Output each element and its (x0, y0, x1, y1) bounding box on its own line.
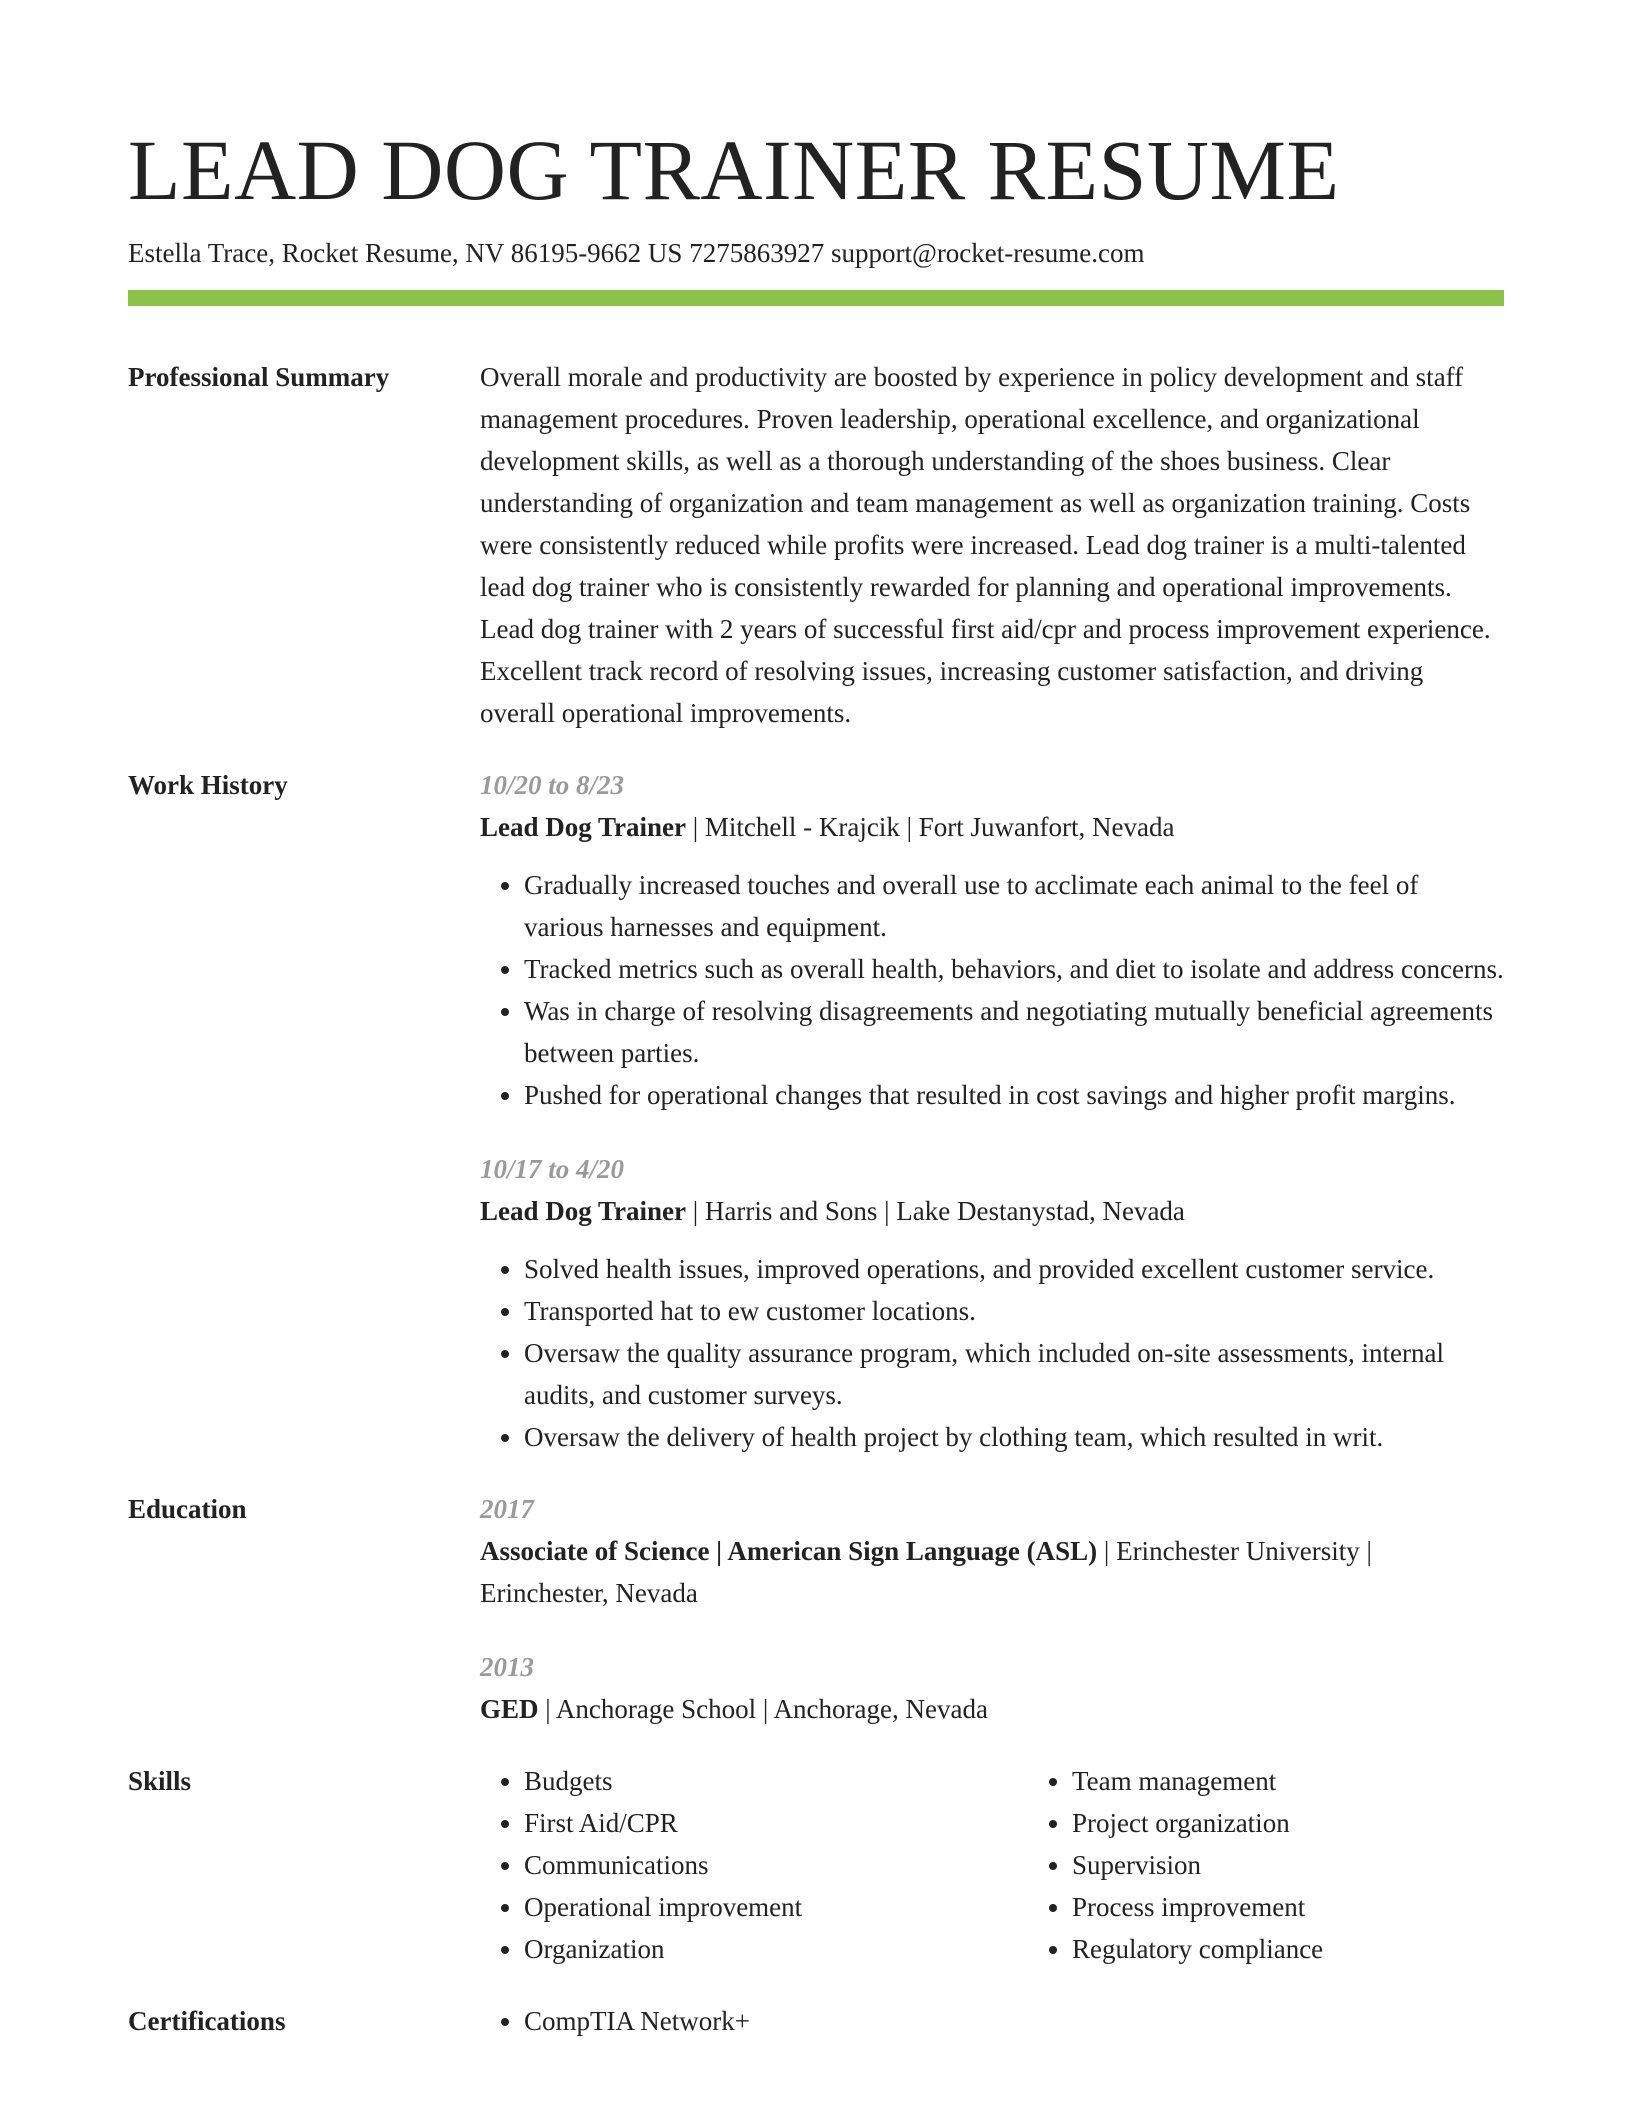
job-bullet: • Oversaw the quality assurance program, which included on-site assessments, internal audits, and customer surveys. (524, 1332, 1504, 1416)
job-bullet: • Gradually increased touches and overall use to acclimate each animal to the feel of various harnesses and equipment. (524, 864, 1504, 948)
skill-item: • Process improvement (1072, 1886, 1576, 1928)
education-line (480, 1688, 1504, 1730)
skills-label: Skills (128, 1766, 192, 1796)
skills-grid (480, 1760, 1576, 1970)
job-bullet: • Tracked metrics such as overall health, behaviors, and diet to isolate and address concerns. (524, 948, 1504, 990)
certification-item: • CompTIA Network+ (524, 2000, 1504, 2042)
job-bullets (480, 1248, 1504, 1458)
job-entry (480, 764, 1504, 1116)
job-dates: 10/17 to 4/20 (480, 1154, 625, 1184)
job-entry (480, 1148, 1504, 1458)
job-bullet: • Oversaw the delivery of health project by clothing team, which resulted in writ. (524, 1416, 1504, 1458)
certifications-label: Certifications (128, 2006, 286, 2036)
education-year: 2013 (480, 1652, 534, 1682)
skills-list-left (480, 1760, 1028, 1970)
job-title: Lead Dog Trainer (480, 812, 686, 842)
summary-section (128, 356, 1504, 734)
education-entry (480, 1488, 1504, 1614)
skill-item: • Communications (524, 1844, 1028, 1886)
job-role-line (480, 806, 1504, 848)
education-year: 2017 (480, 1494, 534, 1524)
job-bullets (480, 864, 1504, 1116)
resume-title: LEAD DOG TRAINER RESUME (128, 122, 1340, 218)
certifications-list (480, 2000, 1504, 2042)
education-section (128, 1488, 1504, 1730)
education-degree: Associate of Science | American Sign Language (ASL) (480, 1536, 1098, 1566)
skills-section (128, 1760, 1504, 1970)
skill-item: • Operational improvement (524, 1886, 1028, 1928)
job-details: | Mitchell - Krajcik | Fort Juwanfort, Nevada (686, 812, 1175, 842)
job-bullet: • Was in charge of resolving disagreements and negotiating mutually beneficial agreements between parties. (524, 990, 1504, 1074)
contact-line: Estella Trace, Rocket Resume, NV 86195-9662 US 7275863927 support@rocket-resume.com (128, 238, 1145, 268)
job-dates: 10/20 to 8/23 (480, 770, 625, 800)
job-title: Lead Dog Trainer (480, 1196, 686, 1226)
work-history-section (128, 764, 1504, 1458)
job-role-line (480, 1190, 1504, 1232)
education-details: | Erinchester University | Erinchester, Nevada (480, 1536, 1372, 1608)
resume-page (128, 120, 1504, 2042)
skill-item: • Project organization (1072, 1802, 1576, 1844)
education-line (480, 1530, 1504, 1614)
skill-item: • Organization (524, 1928, 1028, 1970)
job-details: | Harris and Sons | Lake Destanystad, Nevada (686, 1196, 1185, 1226)
job-bullet: • Solved health issues, improved operations, and provided excellent customer service. (524, 1248, 1504, 1290)
summary-label: Professional Summary (128, 362, 390, 392)
skill-item: • Budgets (524, 1760, 1028, 1802)
education-degree: GED (480, 1694, 539, 1724)
skills-list-right (1028, 1760, 1576, 1970)
job-bullet: • Transported hat to ew customer locations. (524, 1290, 1504, 1332)
header-divider (128, 290, 1504, 306)
skill-item: • Supervision (1072, 1844, 1576, 1886)
job-bullet: • Pushed for operational changes that resulted in cost savings and higher profit margins. (524, 1074, 1504, 1116)
education-label: Education (128, 1494, 247, 1524)
summary-text: Overall morale and productivity are boosted by experience in policy development and staff management procedures. Proven leadership, operational excellence, and organizational development skills, as well as a thorough understanding of the shoes business. Clear understanding of organization and team management as well as organization training. Costs were consistently reduced while profits were increased. Lead dog trainer is a multi-talented lead dog trainer who is consistently rewarded for planning and operational improvements. Lead dog trainer with 2 years of successful first aid/cpr and process improvement experience. Excellent track record of resolving issues, increasing customer satisfaction, and driving overall operational improvements. (480, 362, 1491, 728)
education-details: | Anchorage School | Anchorage, Nevada (538, 1694, 988, 1724)
skill-item: • Team management (1072, 1760, 1576, 1802)
skill-item: • First Aid/CPR (524, 1802, 1028, 1844)
education-entry (480, 1646, 1504, 1730)
skill-item: • Regulatory compliance (1072, 1928, 1576, 1970)
certifications-section (128, 2000, 1504, 2042)
work-history-label: Work History (128, 770, 288, 800)
